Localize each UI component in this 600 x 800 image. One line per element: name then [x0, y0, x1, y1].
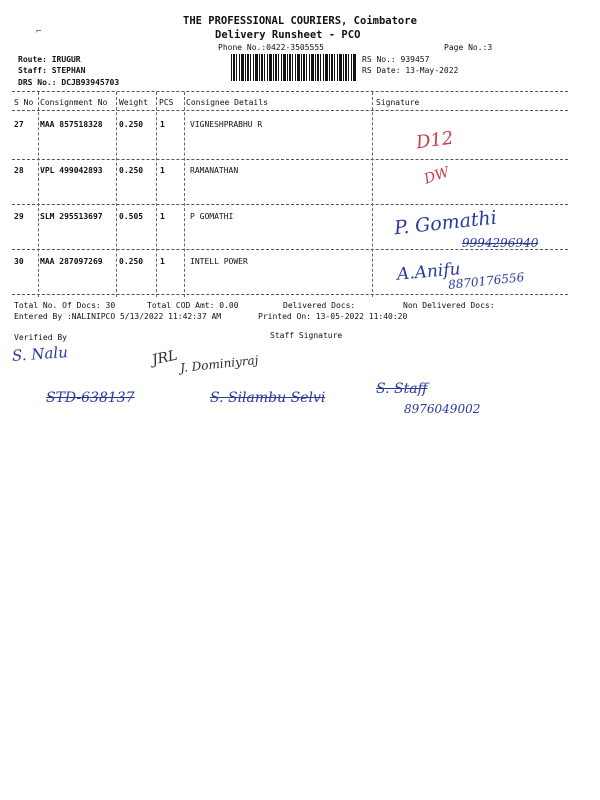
- row-consignee: INTELL POWER: [190, 257, 248, 266]
- column-divider: [372, 92, 373, 297]
- drs-number: DRS No.: DCJB93945703: [18, 78, 120, 87]
- staff-signature-name: J. Dominiyraj: [179, 352, 260, 376]
- row-weight: 0.250: [119, 166, 144, 175]
- column-divider: [116, 92, 117, 297]
- header-bottom-rule: [12, 110, 568, 111]
- row-weight: 0.250: [119, 257, 144, 266]
- column-header-signature: Signature: [376, 98, 420, 107]
- table-top-rule: [12, 91, 568, 92]
- verified-by-label: Verified By: [14, 333, 67, 342]
- staff-signature-label: Staff Signature: [270, 331, 343, 340]
- staff-signature-initial-2: S. Staff: [376, 381, 428, 397]
- printed-on: Printed On: 13-05-2022 11:40:20: [258, 312, 408, 321]
- row-pcs: 1: [160, 120, 165, 129]
- row-divider: [12, 159, 568, 160]
- row-consignee: RAMANATHAN: [190, 166, 239, 175]
- row-pcs: 1: [160, 166, 165, 175]
- barcode: [231, 54, 357, 81]
- row-consignment: SLM 295513697: [40, 212, 103, 221]
- column-header-consignment: Consignment No: [40, 98, 108, 107]
- column-divider: [156, 92, 157, 297]
- verified-by-signature: S. Nalu: [11, 343, 69, 365]
- staff-name: Staff: STEPHAN: [18, 66, 86, 75]
- staff-signature-initials: JRL: [150, 347, 179, 369]
- company-name: THE PROFESSIONAL COURIERS, Coimbatore: [183, 15, 417, 27]
- entered-by: Entered By :NALINIPCO 5/13/2022 11:42:37 AM: [14, 312, 222, 321]
- row-consignee: P GOMATHI: [190, 212, 234, 221]
- delivered-docs: Delivered Docs:: [283, 301, 356, 310]
- handwritten-phone-row30: 8870176556: [447, 270, 525, 292]
- row-consignee: VIGNESHPRABHU R: [190, 120, 263, 129]
- row-consignment: VPL 499042893: [40, 166, 103, 175]
- document-title: Delivery Runsheet - PCO: [215, 29, 361, 41]
- row-consignment: MAA 857518328: [40, 120, 103, 129]
- column-header-consignee: Consignee Details: [186, 98, 268, 107]
- row-pcs: 1: [160, 212, 165, 221]
- total-cod-amount: Total COD Amt: 0.00: [147, 301, 239, 310]
- row-sno: 29: [14, 212, 24, 221]
- row-consignment: MAA 287097269: [40, 257, 103, 266]
- column-header-weight: Weight: [119, 98, 148, 107]
- table-bottom-rule: [12, 294, 568, 295]
- rs-date: RS Date: 13-May-2022: [362, 66, 459, 75]
- handwritten-phone-row29: 9994296940: [462, 236, 539, 250]
- row-weight: 0.505: [119, 212, 144, 221]
- row-pcs: 1: [160, 257, 165, 266]
- column-header-pcs: PCS: [159, 98, 174, 107]
- row-sno: 30: [14, 257, 24, 266]
- handwritten-signature-row27: D12: [414, 127, 455, 154]
- handwritten-signature-row29: P. Gomathi: [393, 206, 498, 240]
- row-sno: 28: [14, 166, 24, 175]
- handwritten-signature-row30: A.Anifu: [396, 259, 462, 285]
- total-docs: Total No. Of Docs: 30: [14, 301, 116, 310]
- column-divider: [184, 92, 185, 297]
- page-number: Page No.:3: [444, 43, 493, 52]
- rs-number: RS No.: 939457: [362, 55, 430, 64]
- scan-mark-icon: ⌐: [36, 27, 42, 37]
- column-divider: [38, 92, 39, 297]
- row-divider: [12, 204, 568, 205]
- column-header-sno: S No: [14, 98, 34, 107]
- handwritten-initials-row27: DW: [422, 164, 452, 188]
- staff-id: STD-638137: [46, 390, 135, 406]
- non-delivered-docs: Non Delivered Docs:: [403, 301, 495, 310]
- staff-phone: 8976049002: [404, 402, 481, 416]
- route: Route: IRUGUR: [18, 55, 81, 64]
- row-weight: 0.250: [119, 120, 144, 129]
- staff-signature-name-2: S. Silambu Selvi: [210, 390, 326, 406]
- phone-number: Phone No.:0422-3505555: [218, 43, 324, 52]
- row-sno: 27: [14, 120, 24, 129]
